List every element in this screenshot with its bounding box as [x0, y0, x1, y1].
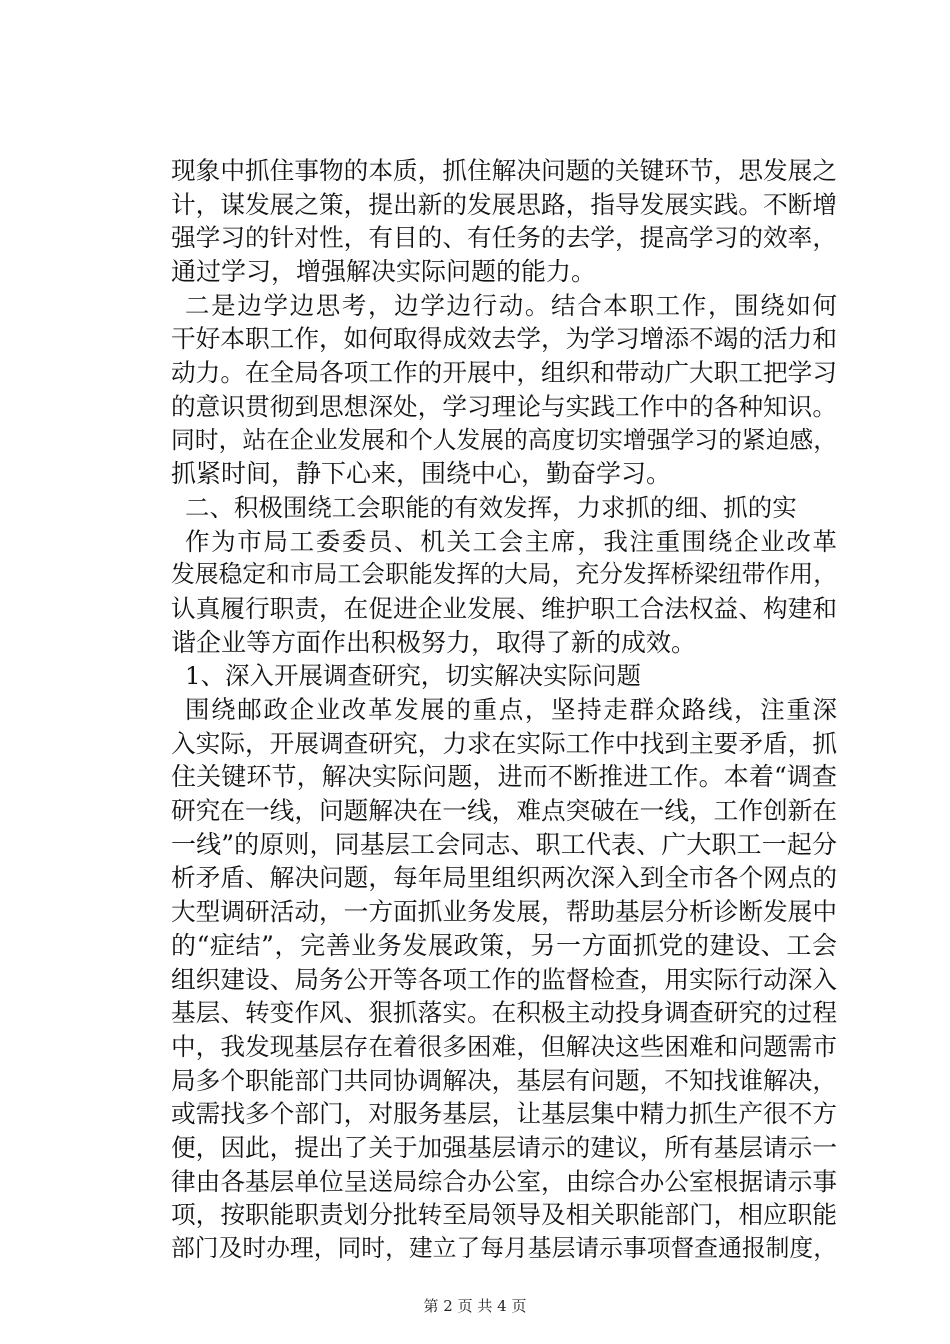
text-line: 现象中抓住事物的本质，抓住解决问题的关键环节，思发展之 [171, 156, 837, 185]
text-line: 住关键环节，解决实际问题，进而不断推进工作。本着“调查 [171, 762, 837, 792]
text-line: 发展稳定和市局工会职能发挥的大局，充分发挥桥梁纽带作用， [171, 560, 837, 589]
text-line: 围绕邮政企业改革发展的重点，坚持走群众路线，注重深 [185, 695, 837, 724]
text-line: 1、深入开展调查研究，切实解决实际问题 [185, 661, 642, 691]
text-line: 计，谋发展之策，提出新的发展思路，指导发展实践。不断增 [171, 189, 837, 219]
text-line: 研究在一线，问题解决在一线，难点突破在一线，工作创新在 [171, 796, 837, 826]
text-line: 的意识贯彻到思想深处，学习理论与实践工作中的各种知识。 [171, 391, 837, 421]
text-line: 强学习的针对性，有目的、有任务的去学，提高学习的效率， [171, 223, 837, 253]
text-line: 作为市局工委委员、机关工会主席，我注重围绕企业改革 [185, 526, 837, 556]
document-body [171, 154, 837, 1266]
text-line: 析矛盾、解决问题，每年局里组织两次深入到全市各个网点的 [171, 863, 837, 893]
text-line: 部门及时办理，同时，建立了每月基层请示事项督查通报制度， [171, 1234, 837, 1262]
text-line: 二、积极围绕工会职能的有效发挥，力求抓的细、抓的实 [185, 492, 797, 522]
text-line: 项，按职能职责划分批转至局领导及相关职能部门，相应职能 [171, 1200, 837, 1230]
text-line: 的“症结”，完善业务发展政策，另一方面抓党的建设、工会 [171, 930, 837, 960]
text-line: 谐企业等方面作出积极努力，取得了新的成效。 [171, 627, 697, 657]
text-line: 大型调研活动，一方面抓业务发展，帮助基层分析诊断发展中 [171, 897, 837, 927]
text-line: 或需找多个部门，对服务基层，让基层集中精力抓生产很不方 [171, 1099, 837, 1129]
text-line: 一线”的原则，同基层工会同志、职工代表、广大职工一起分 [171, 829, 837, 859]
page-number-label: 第 2 页 共 4 页 [423, 1297, 527, 1315]
text-line: 基层、转变作风、狠抓落实。在积极主动投身调查研究的过程 [171, 998, 837, 1028]
text-line: 抓紧时间，静下心来，围绕中心，勤奋学习。 [171, 459, 672, 489]
text-line: 同时，站在企业发展和个人发展的高度切实增强学习的紧迫感， [171, 425, 837, 454]
page-footer [0, 1296, 950, 1316]
text-line: 入实际，开展调查研究，力求在实际工作中找到主要矛盾，抓 [171, 728, 837, 758]
text-line: 干好本职工作，如何取得成效去学，为学习增添不竭的活力和 [171, 324, 837, 354]
text-line: 动力。在全局各项工作的开展中，组织和带动广大职工把学习 [171, 358, 837, 388]
text-line: 局多个职能部门共同协调解决，基层有问题，不知找谁解决， [171, 1065, 837, 1095]
text-line: 中，我发现基层存在着很多困难，但解决这些困难和问题需市 [171, 1031, 837, 1061]
text-line: 二是边学边思考，边学边行动。结合本职工作，围绕如何 [185, 290, 837, 320]
text-line: 便，因此，提出了关于加强基层请示的建议，所有基层请示一 [171, 1132, 837, 1162]
text-line: 组织建设、局务公开等各项工作的监督检查，用实际行动深入 [171, 964, 837, 994]
text-line: 律由各基层单位呈送局综合办公室，由综合办公室根据请示事 [171, 1166, 837, 1196]
text-line: 通过学习，增强解决实际问题的能力。 [171, 257, 597, 287]
text-line: 认真履行职责，在促进企业发展、维护职工合法权益、构建和 [171, 593, 837, 623]
